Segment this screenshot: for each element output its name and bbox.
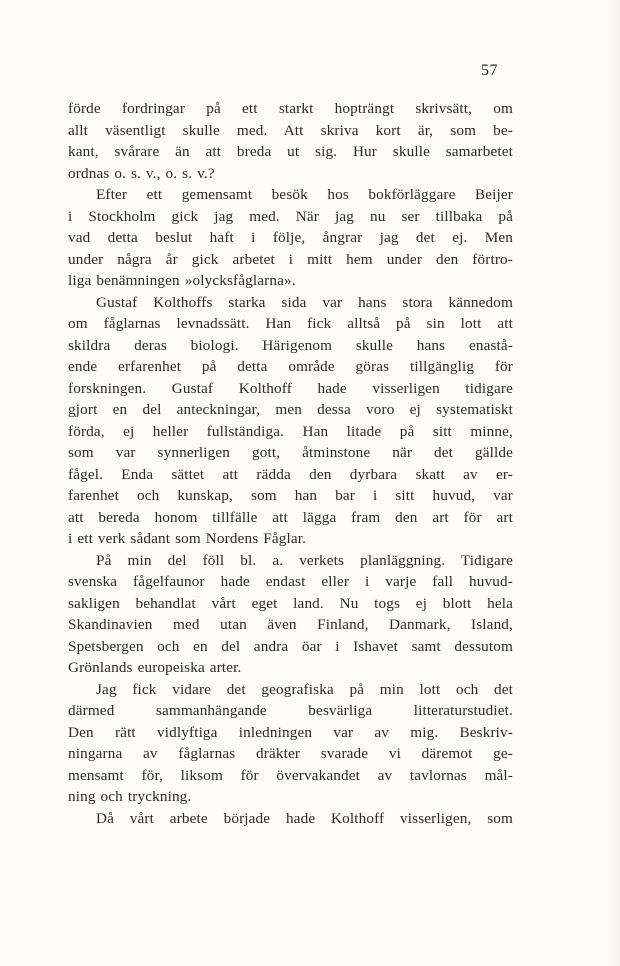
text-line: Skandinavien med utan även Finland, Danmark, Island,	[68, 616, 513, 633]
text-line: vad detta beslut haft i följe, ångrar jag det ej. Men	[68, 229, 513, 246]
text-line: ordnas o. s. v., o. s. v.?	[68, 164, 215, 182]
text-line: som var synnerligen gott, åtminstone när det gällde	[68, 444, 513, 461]
text-line: under några år gick arbetet i mitt hem under den förtro-	[68, 250, 513, 268]
text-line: förde fordringar på ett starkt hopträngt skrivsätt, om	[68, 100, 513, 117]
text-line: skildra deras biologi. Härigenom skulle hans enastå-	[68, 336, 513, 354]
text-line: gjort en del anteckningar, men dessa voro ej systematiskt	[68, 401, 513, 418]
text-line: om fåglarnas levnadssätt. Han fick alltså på sin lott att	[68, 315, 513, 332]
text-line: i ett verk sådant som Nordens Fåglar.	[68, 530, 307, 547]
text-line: liga benämningen »olycksfåglarna».	[68, 272, 296, 289]
text-line: Grönlands europeiska arter.	[68, 659, 242, 676]
text-line: mensamt för, liksom för övervakandet av tavlornas mål-	[68, 766, 513, 784]
text-line: ning och tryckning.	[68, 788, 192, 805]
text-line: Jag fick vidare det geografiska på min lott och det	[96, 680, 513, 698]
text-line: ende erfarenhet på detta område göras tillgänglig för	[68, 358, 513, 375]
text-line: På min del föll bl. a. verkets planläggning. Tidigare	[96, 551, 513, 569]
text-line: svenska fågelfaunor hade endast eller i varje fall huvud-	[68, 573, 513, 590]
text-line: ningarna av fåglarnas dräkter svarade vi däremot ge-	[68, 745, 513, 762]
text-line: sakligen behandlat vårt eget land. Nu togs ej blott hela	[68, 594, 513, 612]
text-line: fågel. Enda sättet att rädda den dyrbara skatt av er-	[68, 465, 513, 483]
page-edge	[606, 0, 620, 966]
text-line: forskningen. Gustaf Kolthoff hade visserligen tidigare	[68, 379, 513, 397]
text-line: förda, ej heller fullständiga. Han litade på sitt minne,	[68, 422, 513, 440]
text-line: Den rätt vidlyftiga inledningen var av mig. Beskriv-	[68, 723, 513, 741]
text-line: Gustaf Kolthoffs starka sida var hans stora kännedom	[96, 293, 513, 311]
body-text	[68, 98, 513, 829]
text-line: Efter ett gemensamt besök hos bokförläggare Beijer	[96, 186, 513, 203]
text-line: Spetsbergen och en del andra öar i Ishavet samt dessutom	[68, 637, 513, 655]
text-line: kant, svårare än att breda ut sig. Hur skulle samarbetet	[68, 143, 513, 160]
text-line: att bereda honom tillfälle att lägga fram den art för art	[68, 508, 513, 526]
text-line: Då vårt arbete började hade Kolthoff visserligen, som	[96, 809, 513, 827]
text-line: allt väsentligt skulle med. Att skriva kort är, som be-	[68, 121, 513, 139]
text-line: farenhet och kunskap, som han bar i sitt huvud, var	[68, 487, 513, 504]
text-line: i Stockholm gick jag med. När jag nu ser tillbaka på	[68, 207, 513, 225]
page-number: 57	[481, 62, 498, 79]
text-line: därmed sammanhängande besvärliga litteraturstudiet.	[68, 702, 513, 719]
